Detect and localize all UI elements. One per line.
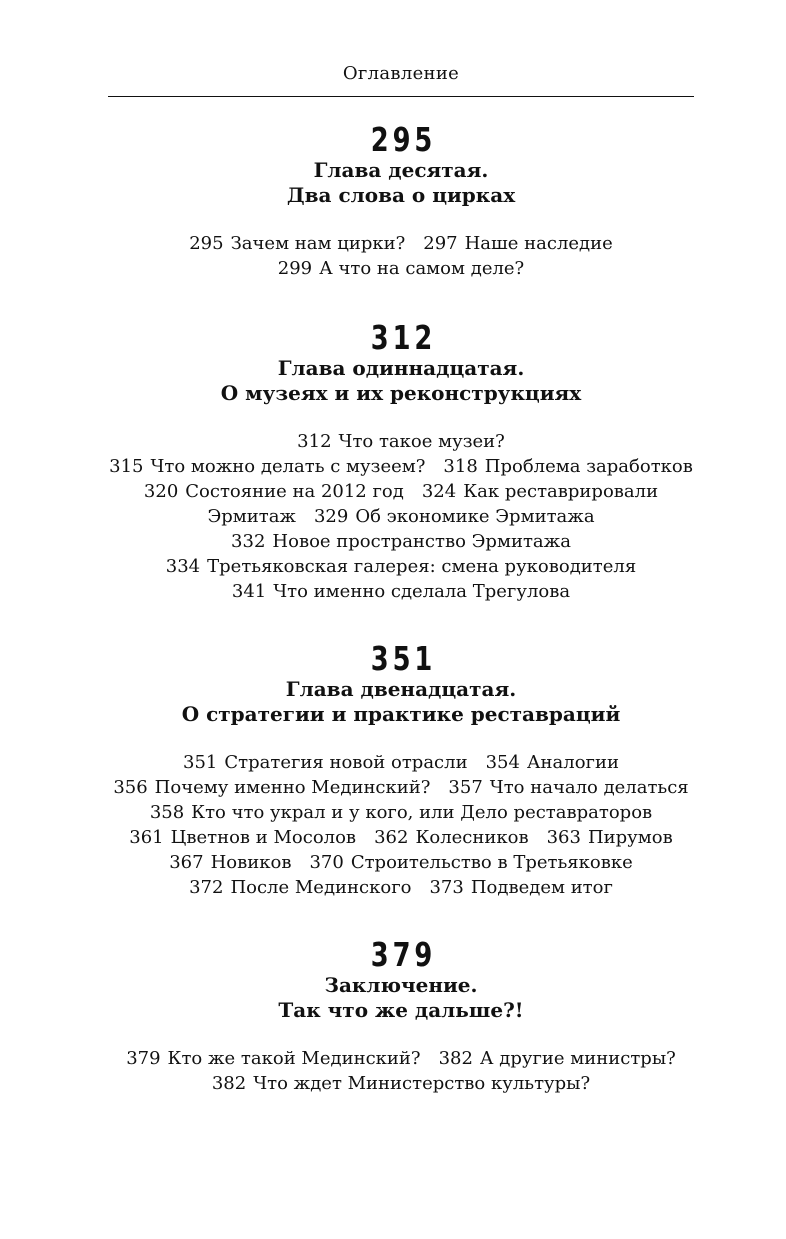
section-line — [108, 1071, 694, 1096]
toc-entry[interactable] — [189, 877, 411, 898]
toc-entry[interactable] — [231, 531, 571, 552]
chapter-title-line: Глава двенадцатая. — [285, 677, 517, 701]
section-line — [108, 554, 694, 579]
entry-title: Как реставрировали — [463, 481, 659, 502]
section-line — [108, 579, 694, 604]
entry-page-number: 341 — [231, 581, 267, 602]
chapter-block — [108, 641, 694, 900]
entry-title: Пирумов — [587, 827, 673, 848]
toc-entry[interactable] — [423, 233, 613, 254]
entry-page-number: 357 — [448, 777, 483, 798]
running-head: Оглавление — [342, 63, 460, 84]
chapter-block — [108, 937, 694, 1096]
entry-title: Подведем итог — [470, 877, 613, 898]
section-line — [108, 875, 694, 900]
chapter-block — [108, 320, 694, 604]
entry-page-number: 358 — [149, 802, 185, 823]
entry-page-number: 356 — [113, 777, 148, 798]
entry-page-number: 370 — [309, 852, 344, 873]
entry-page-number: 367 — [169, 852, 204, 873]
entry-page-number: 332 — [231, 531, 266, 552]
entry-title: Кто что украл и у кого, или Дело реставраторов — [191, 802, 653, 823]
section-line — [108, 825, 694, 850]
entry-page-number: 361 — [129, 827, 164, 848]
toc-entry[interactable] — [169, 852, 291, 873]
entry-title: Третьяковская галерея: смена руководителя — [207, 556, 637, 577]
toc-entry[interactable] — [547, 827, 673, 848]
section-line — [108, 529, 694, 554]
entry-page-number: 382 — [438, 1048, 473, 1069]
entry-page-number: 351 — [183, 752, 218, 773]
toc-entry[interactable] — [189, 233, 405, 254]
entry-page-number: 334 — [165, 556, 201, 577]
chapter-title-line: Глава одиннадцатая. — [277, 356, 525, 380]
entry-title: Зачем нам цирки? — [230, 233, 406, 254]
toc-entry[interactable] — [439, 1048, 676, 1069]
entry-title: Аналогии — [526, 752, 619, 773]
chapter-subtitle-line: О музеях и их реконструкциях — [220, 381, 582, 405]
chapter-page-number: 379 — [370, 935, 437, 974]
toc-entry[interactable] — [207, 506, 296, 527]
toc-entry[interactable] — [232, 581, 570, 602]
chapter-subtitle-line: Так что же дальше?! — [278, 998, 524, 1022]
toc-entry[interactable] — [144, 481, 404, 502]
section-list — [108, 1046, 694, 1096]
entry-title: Новиков — [210, 852, 292, 873]
toc-entry[interactable] — [278, 258, 524, 279]
toc-entry[interactable] — [486, 752, 619, 773]
toc-entry[interactable] — [113, 777, 430, 798]
entry-title: Что такое музеи? — [338, 431, 505, 452]
entry-page-number: 324 — [421, 481, 457, 502]
entry-title: Кто же такой Мединский? — [167, 1048, 421, 1069]
toc-entry[interactable] — [129, 827, 356, 848]
section-line — [108, 800, 694, 825]
entry-title: А что на самом деле? — [319, 258, 525, 279]
entry-title: Что именно сделала Трегулова — [273, 581, 571, 602]
entry-page-number: 297 — [423, 233, 458, 254]
entry-title: Эрмитаж — [207, 506, 296, 527]
chapter-title-line: Заключение. — [324, 973, 478, 997]
entry-title: Колесников — [415, 827, 529, 848]
toc-entry[interactable] — [443, 456, 692, 477]
chapter-page-number: 312 — [370, 318, 437, 357]
entry-title: Об экономике Эрмитажа — [355, 506, 595, 527]
entry-page-number: 362 — [374, 827, 409, 848]
chapter-subtitle-line: О стратегии и практике реставраций — [181, 702, 621, 726]
entry-page-number: 295 — [189, 233, 224, 254]
entry-page-number: 363 — [546, 827, 581, 848]
entry-title: Состояние на 2012 год — [185, 481, 404, 502]
toc-entry[interactable] — [166, 556, 636, 577]
toc-entry[interactable] — [150, 802, 652, 823]
chapter-page-number: 351 — [370, 639, 437, 678]
toc-entry[interactable] — [429, 877, 612, 898]
entry-page-number: 354 — [485, 752, 520, 773]
entry-page-number: 299 — [277, 258, 313, 279]
section-line — [108, 231, 694, 256]
section-list — [108, 750, 694, 900]
entry-title: Цветнов и Мосолов — [170, 827, 357, 848]
entry-page-number: 320 — [143, 481, 179, 502]
section-line — [108, 256, 694, 281]
toc-entry[interactable] — [314, 506, 595, 527]
chapter-title-line: Глава десятая. — [313, 158, 489, 182]
section-line — [108, 479, 694, 504]
entry-page-number: 372 — [189, 877, 224, 898]
section-line — [108, 775, 694, 800]
toc-entry[interactable] — [297, 431, 505, 452]
toc-entry[interactable] — [422, 481, 658, 502]
entry-page-number: 329 — [313, 506, 349, 527]
toc-entry[interactable] — [309, 852, 632, 873]
entry-title: Почему именно Мединский? — [154, 777, 431, 798]
section-line — [108, 504, 694, 529]
entry-page-number: 373 — [429, 877, 464, 898]
toc-entry[interactable] — [183, 752, 468, 773]
entry-title: Что ждет Министерство культуры? — [253, 1073, 591, 1094]
toc-entry[interactable] — [448, 777, 688, 798]
entry-page-number: 318 — [443, 456, 478, 477]
entry-title: Строительство в Третьяковке — [350, 852, 633, 873]
chapter-page-number: 295 — [370, 120, 437, 159]
entry-page-number: 315 — [109, 456, 144, 477]
toc-entry[interactable] — [374, 827, 529, 848]
chapter-block — [108, 122, 694, 281]
section-line — [108, 1046, 694, 1071]
entry-title: Новое пространство Эрмитажа — [272, 531, 571, 552]
entry-title: Проблема заработков — [484, 456, 693, 477]
entry-page-number: 382 — [211, 1073, 247, 1094]
toc-entry[interactable] — [109, 456, 425, 477]
section-list — [108, 231, 694, 281]
toc-entry[interactable] — [212, 1073, 590, 1094]
entry-title: А другие министры? — [479, 1048, 676, 1069]
header-divider — [108, 96, 694, 97]
entry-page-number: 312 — [297, 431, 332, 452]
chapter-subtitle-line: Два слова о цирках — [286, 183, 516, 207]
entry-title: Наше наследие — [464, 233, 613, 254]
entry-title: После Мединского — [230, 877, 412, 898]
toc-entry[interactable] — [126, 1048, 420, 1069]
section-line — [108, 850, 694, 875]
section-line — [108, 750, 694, 775]
entry-page-number: 379 — [126, 1048, 161, 1069]
section-list — [108, 429, 694, 604]
entry-title: Стратегия новой отрасли — [224, 752, 468, 773]
entry-title: Что начало делаться — [489, 777, 689, 798]
entry-title: Что можно делать с музеем? — [150, 456, 426, 477]
section-line — [108, 429, 694, 454]
section-line — [108, 454, 694, 479]
